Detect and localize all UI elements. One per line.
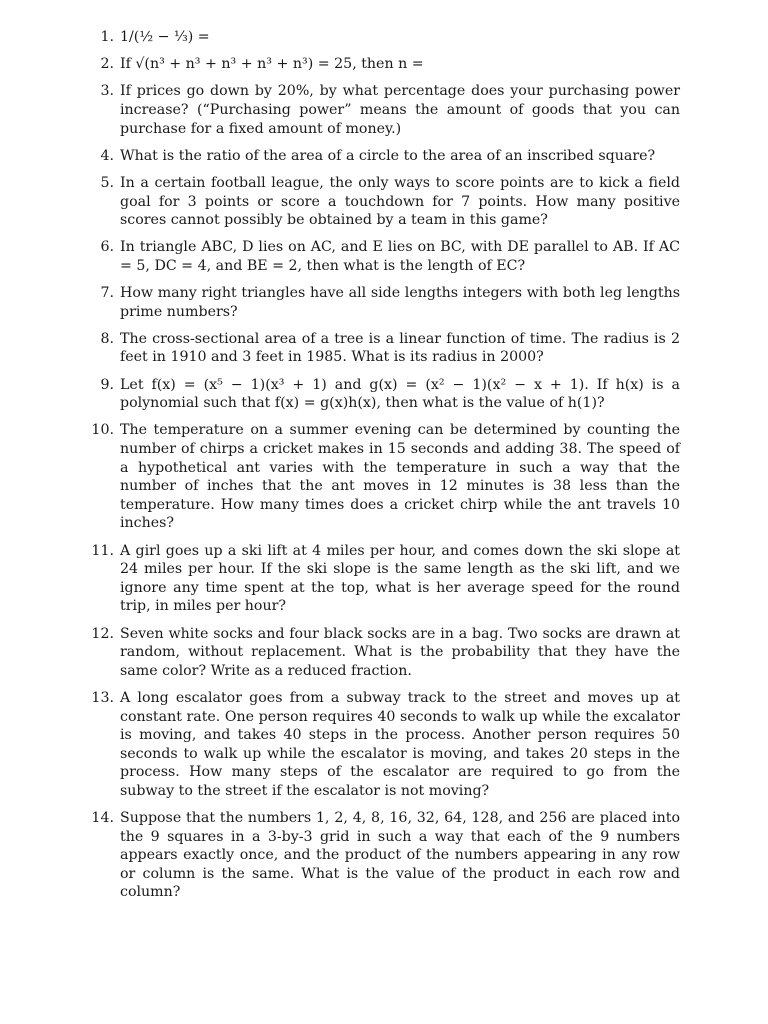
problem-number: 8. (100, 330, 114, 347)
problem-10 (86, 421, 680, 533)
problem-4 (86, 147, 680, 166)
problem-3 (86, 82, 680, 138)
problem-number: 7. (100, 285, 114, 302)
problem-number: 11. (91, 542, 114, 559)
problem-text: How many right triangles have all side lengths integers with both leg lengths prime numbers? (120, 285, 680, 320)
problem-number: 1. (100, 29, 114, 45)
problem-text: If prices go down by 20%, by what percentage does your purchasing power increase? (“Purchasing power” means the amount of goods that you can purchase for a fixed amount of money.) (120, 83, 680, 137)
problem-text: Suppose that the numbers 1, 2, 4, 8, 16, 32, 64, 128, and 256 are placed into the 9 squares in a 3-by-3 grid in such a way that each of the 9 numbers appears exactly once, and the product of the numbers appearing in any row or column is the same. What is the value of the product in each row and column? (120, 810, 680, 901)
problem-text: A girl goes up a ski lift at 4 miles per hour, and comes down the ski slope at 24 miles per hour. If the ski slope is the same length as the ski lift, and we ignore any time spent at the top, what is her average speed for the round trip, in miles per hour? (120, 542, 680, 615)
problem-text: What is the ratio of the area of a circle to the area of an inscribed square? (120, 147, 656, 164)
problem-9 (86, 376, 680, 413)
problem-number: 14. (91, 810, 114, 827)
problem-14 (86, 809, 680, 902)
problem-number: 5. (100, 174, 114, 191)
problem-number: 6. (100, 239, 114, 256)
problem-number: 3. (100, 83, 114, 100)
problem-number: 13. (91, 689, 114, 706)
problem-text: 1/(½ − ⅓) = (120, 29, 210, 45)
problem-text: If √(n³ + n³ + n³ + n³ + n³) = 25, then n = (120, 56, 424, 73)
problem-text: In a certain football league, the only ways to score points are to kick a field goal for 3 points or score a touchdown for 7 points. How many positive scores cannot possibly be obtained by a team in this game? (120, 174, 680, 229)
problem-11 (86, 542, 680, 616)
problem-text: In triangle ABC, D lies on AC, and E lies on BC, with DE parallel to AB. If AC = 5, DC = 4, and BE = 2, then what is the length of EC? (120, 239, 680, 274)
problem-text: The cross-sectional area of a tree is a linear function of time. The radius is 2 feet in 1910 and 3 feet in 1985. What is its radius in 2000? (120, 330, 680, 366)
problem-2 (86, 55, 680, 74)
problem-number: 10. (91, 422, 114, 439)
problem-7 (86, 284, 680, 321)
problem-number: 9. (100, 376, 114, 393)
problem-text: Let f(x) = (x⁵ − 1)(x³ + 1) and g(x) = (x² − 1)(x² − x + 1). If h(x) is a polynomial such that f(x) = g(x)h(x), then what is the value of h(1)? (120, 376, 680, 412)
problem-text: A long escalator goes from a subway track to the street and moves up at constant rate. One person requires 40 seconds to walk up while the excalator is moving, and takes 40 steps in the process. Another person requires 50 seconds to walk up while the escalator is moving, and takes 20 steps in the process. How many steps of the escalator are required to go from the subway to the street if the escalator is not moving? (120, 689, 680, 799)
problem-number: 2. (100, 56, 114, 73)
problem-5 (86, 174, 680, 230)
problem-number: 12. (91, 625, 114, 642)
problem-text: The temperature on a summer evening can be determined by counting the number of chirps a cricket makes in 15 seconds and adding 38. The speed of a hypothetical ant varies with the temperature in such a way that the number of inches that the ant moves in 12 minutes is 38 less than the temperature. How many times does a cricket chirp while the ant travels 10 inches? (120, 422, 680, 532)
problem-6 (86, 238, 680, 275)
problem-text: Seven white socks and four black socks are in a bag. Two socks are drawn at random, without replacement. What is the probability that they have the same color? Write as a reduced fraction. (120, 625, 680, 679)
problem-12 (86, 625, 680, 681)
problem-1 (86, 28, 680, 47)
problem-8 (86, 330, 680, 367)
problem-number: 4. (100, 147, 114, 164)
problem-13 (86, 689, 680, 801)
problem-list (86, 28, 680, 911)
